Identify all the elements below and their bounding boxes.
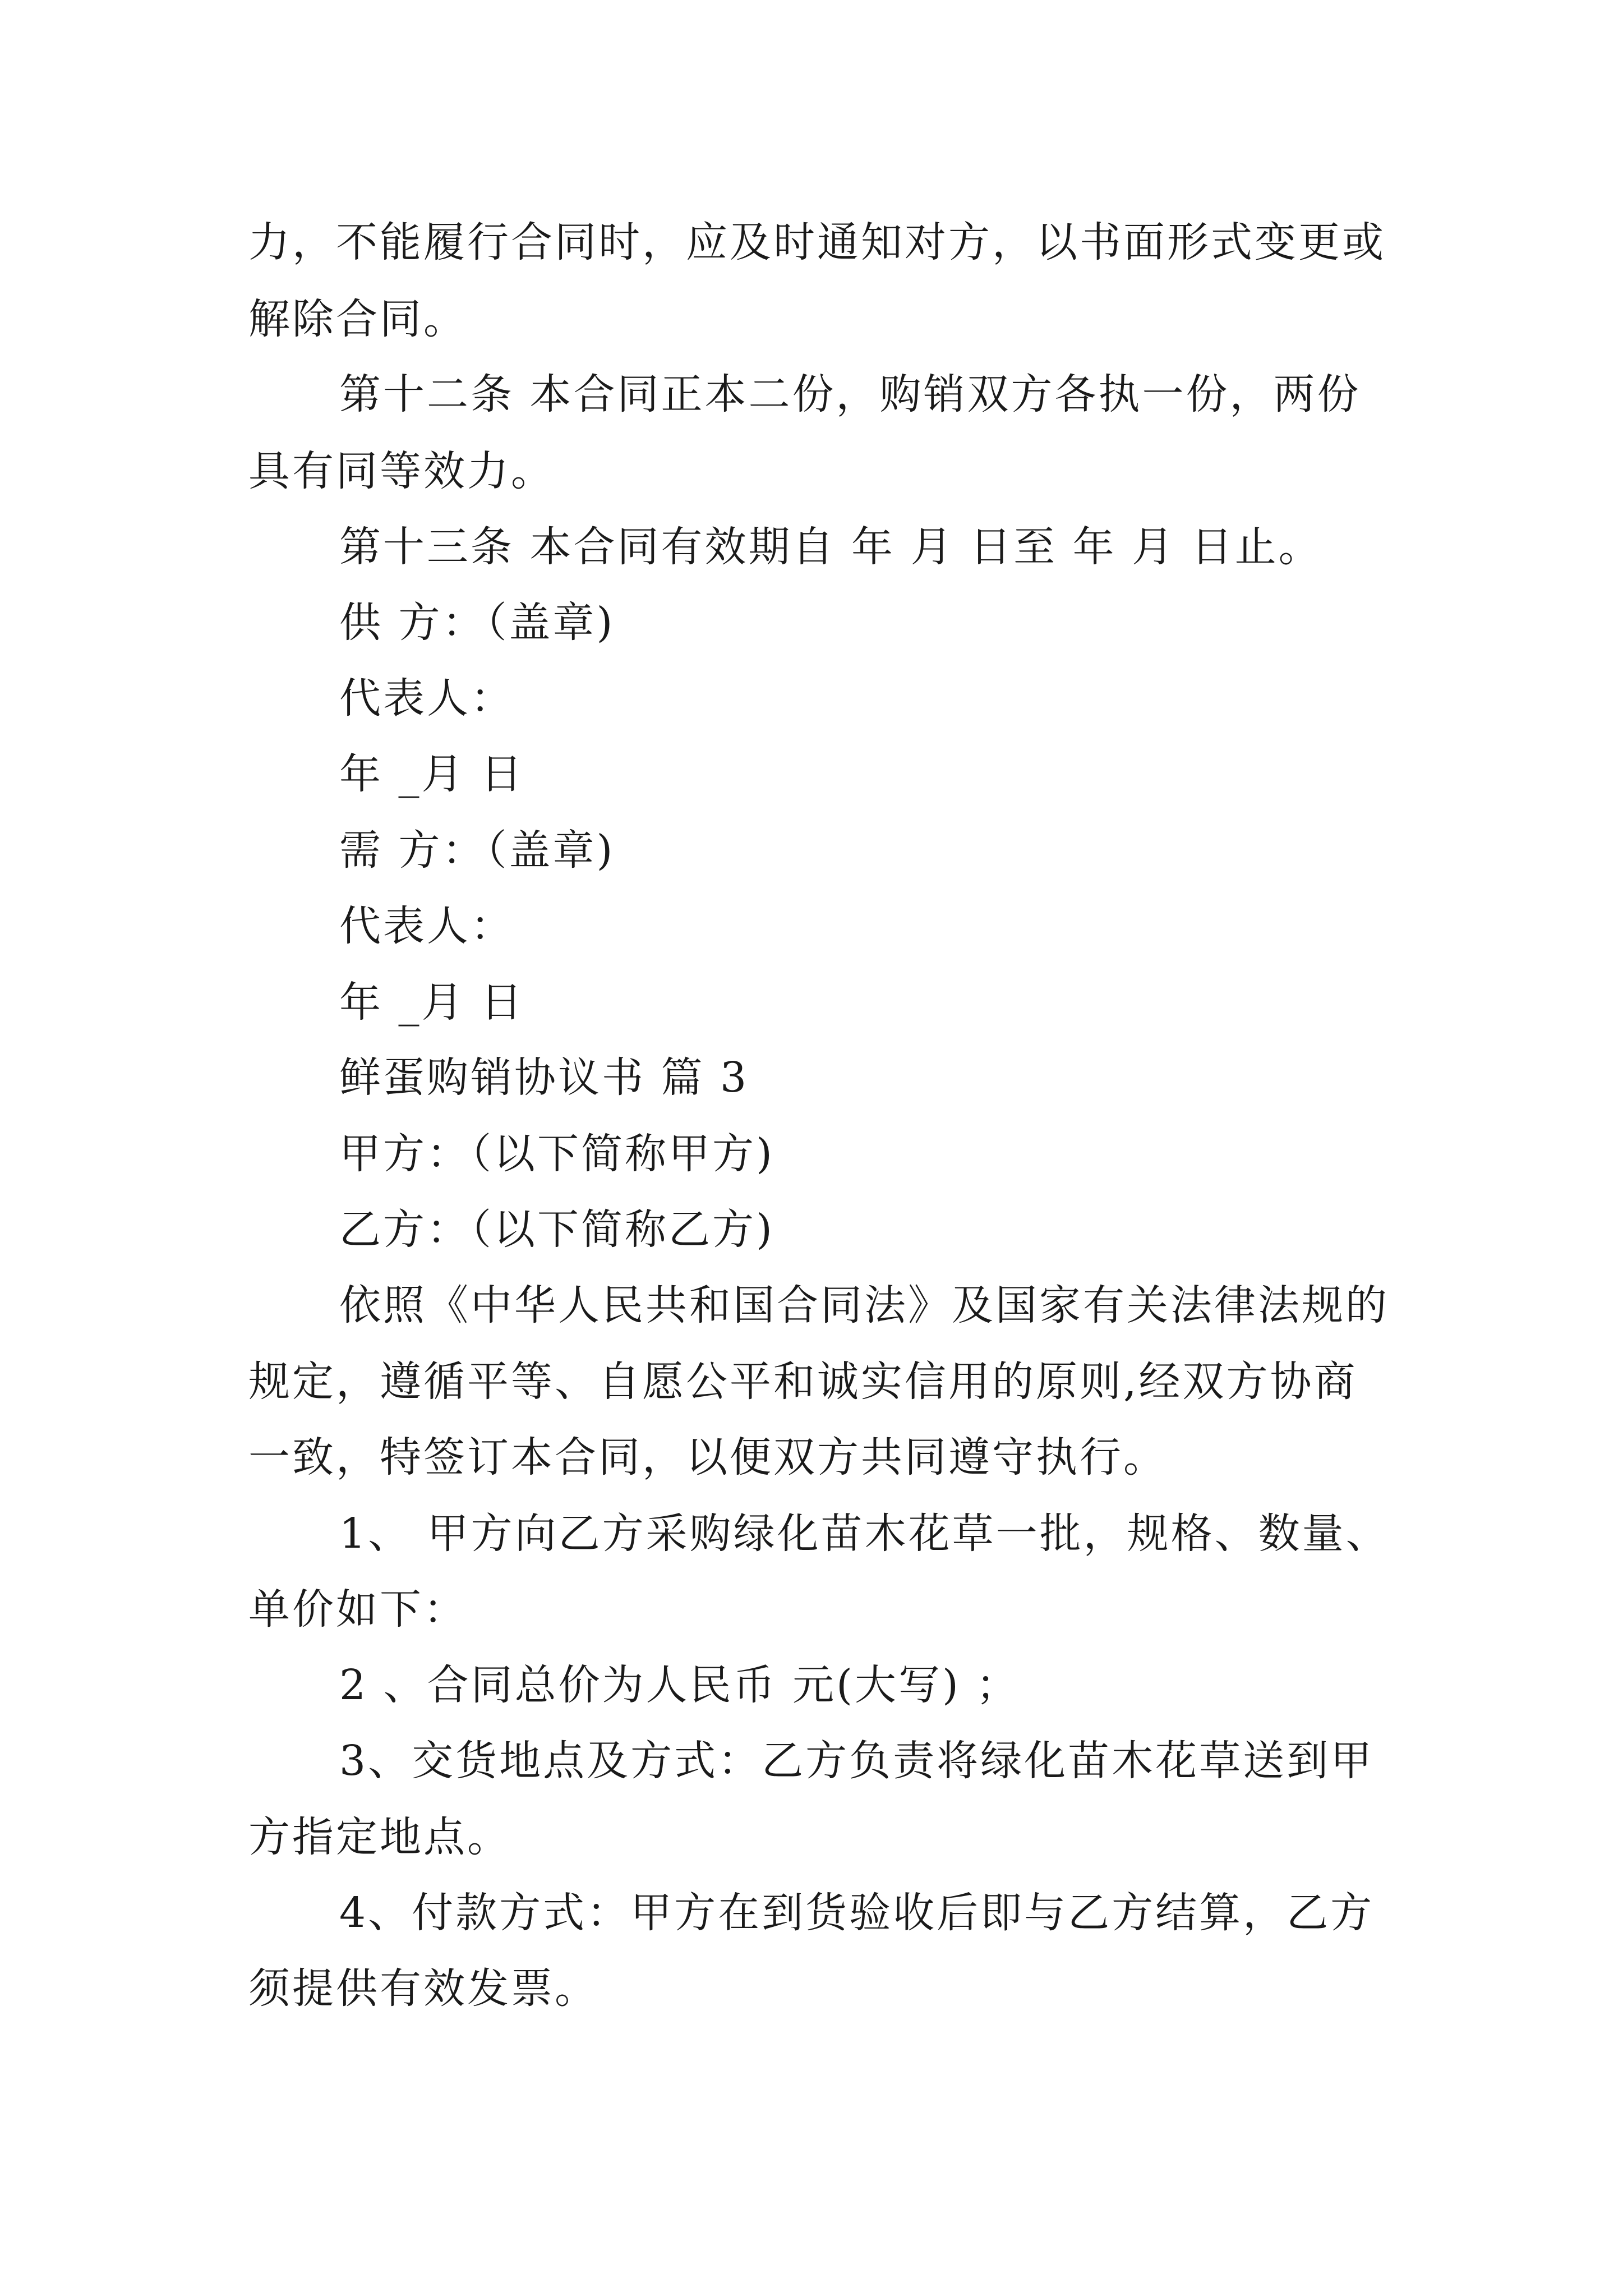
paragraph-line: 力，不能履行合同时，应及时通知对方，以书面形式变更或 <box>248 218 1386 266</box>
supplier-representative-line: 代表人： <box>339 674 514 723</box>
item-4-line: 4、付款方式：甲方在到货验收后即与乙方结算，乙方 <box>339 1889 1375 1937</box>
clause-12-line: 第十二条 本合同正本二份，购销双方各执一份，两份 <box>339 370 1361 418</box>
buyer-seal-line: 需 方：（盖章) <box>339 826 615 875</box>
paragraph-line: 规定，遵循平等、自愿公平和诚实信用的原则,经双方协商 <box>248 1358 1358 1406</box>
paragraph-line: 方指定地点。 <box>248 1813 511 1861</box>
item-2-line: 2 、合同总价为人民币 元(大写) ； <box>339 1661 1020 1709</box>
section-heading: 鲜蛋购销协议书 篇 3 <box>339 1053 749 1102</box>
item-1-line: 1、 甲方向乙方采购绿化苗木花草一批，规格、数量、 <box>339 1510 1390 1558</box>
party-a-line: 甲方：（以下简称甲方) <box>339 1130 774 1178</box>
paragraph-line: 一致，特签订本合同，以便双方共同遵守执行。 <box>248 1433 1167 1481</box>
item-3-line: 3、交货地点及方式：乙方负责将绿化苗木花草送到甲 <box>339 1737 1375 1785</box>
paragraph-line: 解除合同。 <box>248 295 467 343</box>
buyer-representative-line: 代表人： <box>339 902 514 950</box>
supplier-seal-line: 供 方：（盖章) <box>339 599 615 647</box>
buyer-date-line: 年 _月 日 <box>339 978 525 1027</box>
preamble-line: 依照《中华人民共和国合同法》及国家有关法律法规的 <box>339 1281 1389 1329</box>
supplier-date-line: 年 _月 日 <box>339 750 525 798</box>
party-b-line: 乙方：（以下简称乙方) <box>339 1205 774 1254</box>
paragraph-line: 须提供有效发票。 <box>248 1964 598 2013</box>
paragraph-line: 单价如下： <box>248 1585 467 1634</box>
clause-13-line: 第十三条 本合同有效期自 年 月 日至 年 月 日止。 <box>339 523 1322 571</box>
paragraph-line: 具有同等效力。 <box>248 447 555 495</box>
